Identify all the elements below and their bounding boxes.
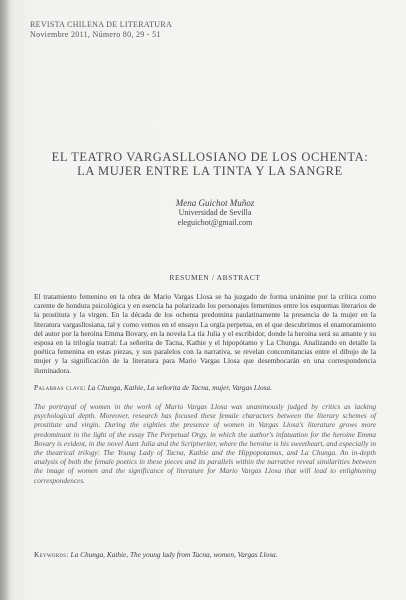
keywords-spanish-values: La Chunga, Kathie, La señorita de Tacna, mujer, Vargas Llosa. xyxy=(87,383,272,392)
keywords-english-values: La Chunga, Kathie, The young lady from Tacna, women, Vargas Llosa. xyxy=(70,550,278,559)
page-binding-shadow xyxy=(0,0,10,600)
issue-info: Noviembre 2011, Número 80, 29 - 51 xyxy=(30,30,161,39)
abstract-heading: RESUMEN / ABSTRACT xyxy=(169,273,261,282)
keywords-spanish xyxy=(34,383,376,392)
journal-header xyxy=(30,20,172,40)
keywords-english-label: Keywords: xyxy=(34,550,69,559)
abstract-spanish: El tratamiento femenino en la obra de Mario Vargas Llosa se ha juzgado de forma unánime por la crítica como carente de hondura psicológica y en esencia ha polarizado los personajes femeninos entre los esquemas literarios de la prostituta y la virgen. En la década de los ochenta predomina paulatinamente la presencia de la mujer en la literatura vargasllosiana, tal y como vemos en el ensayo La orgía perpetua, en el que descubrimos el enamoramiento del autor por la heroína Emma Bovary, en la novela La tía Julia y el escribidor, donde la heroína será su amante y su esposa en la trilogía teatral: La señorita de Tacna, Kathie y el hipopótamo y La Chunga. Analizando en detalle la poética femenina en estas piezas, y sus paralelos con la narrativa, se revelan concomitancias entre el dibujo de la mujer y la significación de la literatura para Mario Vargas Llosa que desembocarán en una correspondencia iluminadora. xyxy=(34,292,376,375)
keywords-spanish-label: Palabras clave: xyxy=(34,383,86,392)
author-email: eleguichot@gmail.com xyxy=(177,218,253,227)
author-name: Mena Guichot Muñoz xyxy=(175,198,255,208)
author-block xyxy=(150,198,280,228)
keywords-english xyxy=(34,550,376,559)
author-affiliation: Universidad de Sevilla xyxy=(178,208,252,217)
title-line-2: LA MUJER ENTRE LA TINTA Y LA SANGRE xyxy=(77,164,343,178)
article-title xyxy=(50,150,370,178)
journal-name: REVISTA CHILENA DE LITERATURA xyxy=(30,20,173,29)
title-line-1: EL TEATRO VARGASLLOSIANO DE LOS OCHENTA: xyxy=(51,150,369,164)
abstract-english: The portrayal of women in the work of Mario Vargas Llosa was unanimously judged by critics as lacking psychological depth. Moreover, research has focused these female characters between the literary schemes of prostitute and virgin. During the eighties the presence of women in Vargas Llosa's literature grows more predominant in the light of the essay The Perpetual Orgy, in which the author's infatuation for the heroine Emma Bovary is evident, in the novel Aunt Julia and the Scriptwriter, where the heroine is his sweetheart, and especially in the theatrical trilogy: The Young Lady of Tacna, Kathie and the Hippopotamus, and La Chunga. An in-depth analysis of both the female poetics in these pieces and its parallels within the narrative reveal similarities between the image of women and the significance of literature for Mario Vargas Llosa that will lead to enlightening correspondences. xyxy=(34,402,376,485)
